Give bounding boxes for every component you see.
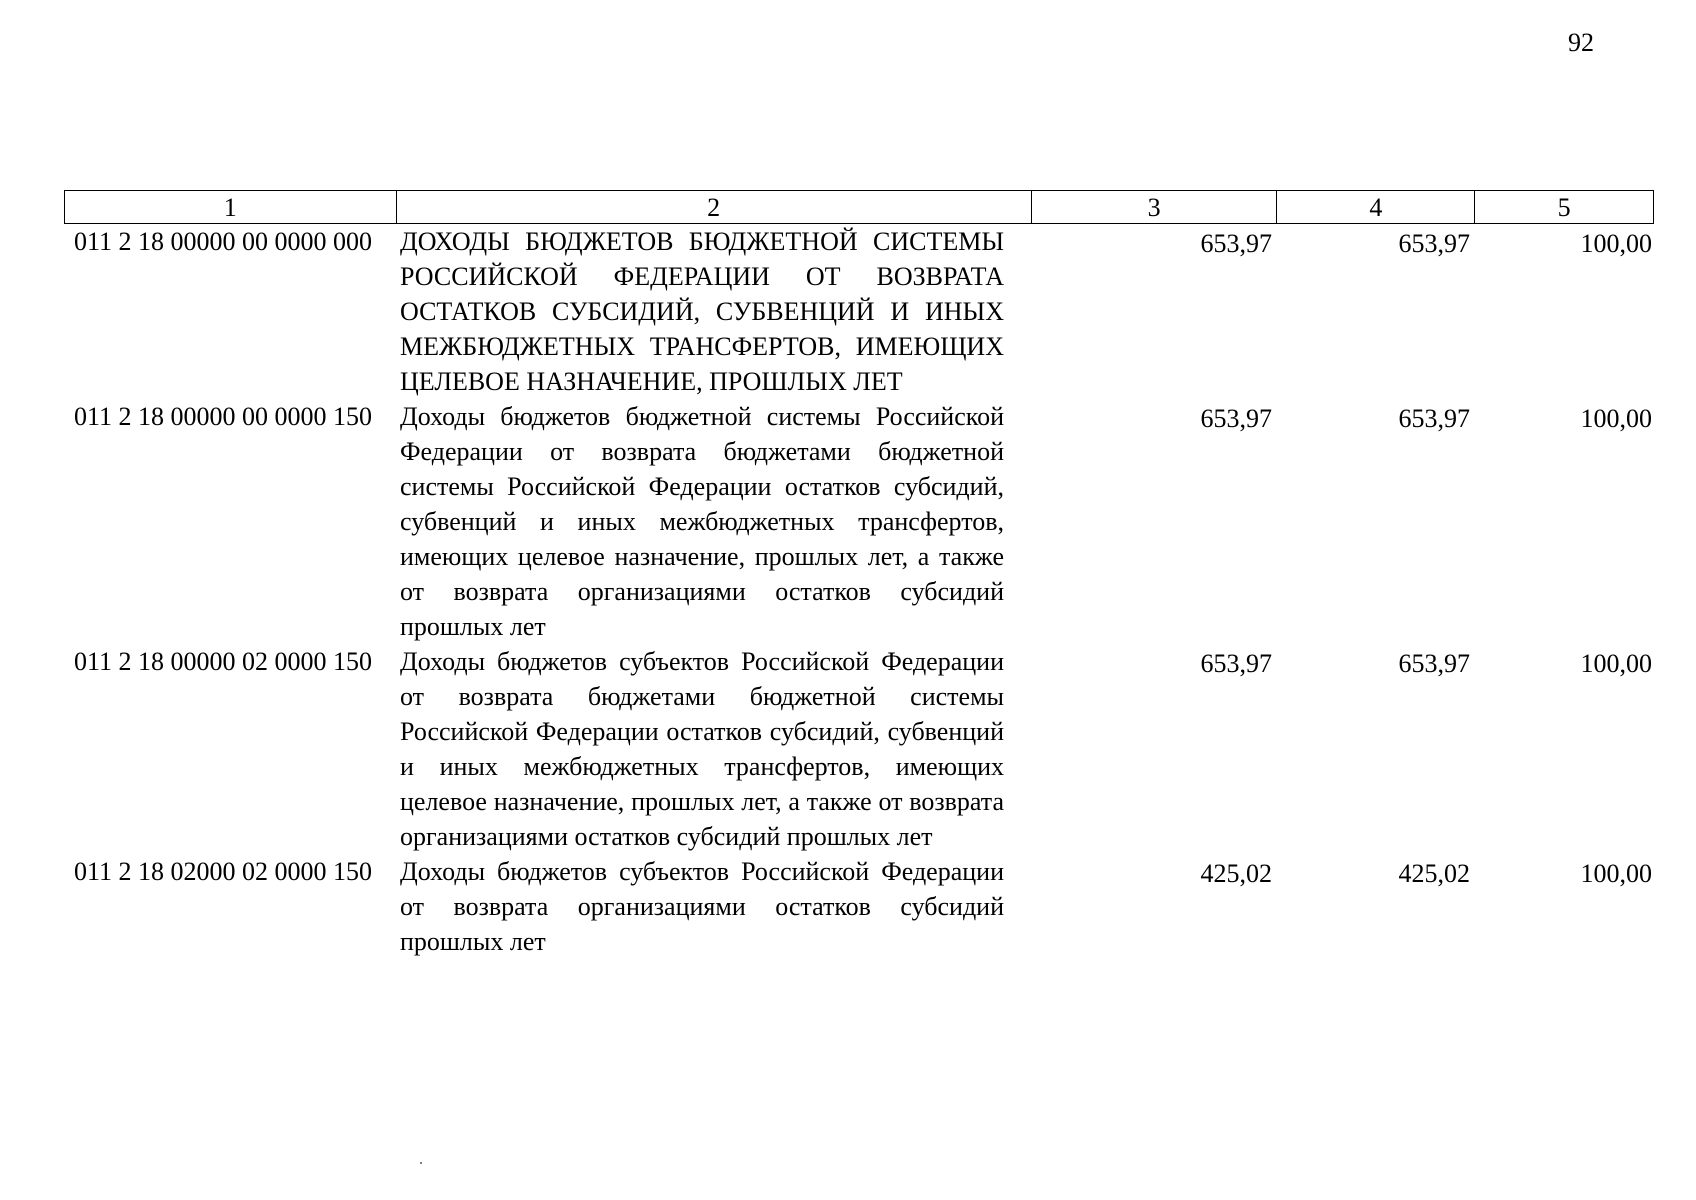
header-col-3: 3: [1032, 191, 1278, 223]
table-header-row: [64, 190, 1654, 224]
row-code: 011 2 18 00000 00 0000 150: [74, 402, 373, 431]
row-description: Доходы бюджетов субъектов Российской Федерации от возврата бюджетами бюджетной системы Российской Федерации остатков субсидий, субвенций и иных межбюджетных трансфертов, имеющих целевое назначение, прошлых лет, а также от возврата организациями остатков субсидий прошлых лет: [400, 647, 1004, 851]
table-row: [64, 399, 1654, 644]
row-col5-value: 100,00: [1580, 229, 1652, 258]
row-col3-value: 653,97: [1200, 404, 1272, 433]
table-row: [64, 644, 1654, 854]
budget-table: [64, 190, 1654, 959]
row-col4-value: 653,97: [1398, 649, 1470, 678]
row-code: 011 2 18 02000 02 0000 150: [74, 857, 373, 886]
header-col-2: 2: [397, 191, 1032, 223]
row-col4-value: 653,97: [1398, 404, 1470, 433]
table-body: [64, 224, 1654, 959]
header-col-4: 4: [1277, 191, 1475, 223]
row-col5-value: 100,00: [1580, 404, 1652, 433]
table-row: [64, 224, 1654, 399]
table-row: [64, 854, 1654, 959]
row-code: 011 2 18 00000 00 0000 000: [74, 227, 373, 256]
row-col5-value: 100,00: [1580, 859, 1652, 888]
row-code: 011 2 18 00000 02 0000 150: [74, 647, 373, 676]
row-col4-value: 653,97: [1398, 229, 1470, 258]
row-description: Доходы бюджетов субъектов Российской Федерации от возврата организациями остатков субсидий прошлых лет: [400, 857, 1004, 956]
header-col-1: 1: [65, 191, 397, 223]
row-col3-value: 653,97: [1200, 229, 1272, 258]
row-description: ДОХОДЫ БЮДЖЕТОВ БЮДЖЕТНОЙ СИСТЕМЫ РОССИЙСКОЙ ФЕДЕРАЦИИ ОТ ВОЗВРАТА ОСТАТКОВ СУБСИДИЙ, СУБВЕНЦИЙ И ИНЫХ МЕЖБЮДЖЕТНЫХ ТРАНСФЕРТОВ, ИМЕЮЩИХ ЦЕЛЕВОЕ НАЗНАЧЕНИЕ, ПРОШЛЫХ ЛЕТ: [400, 227, 1004, 396]
row-col3-value: 425,02: [1200, 859, 1272, 888]
header-col-5: 5: [1557, 193, 1571, 222]
row-col5-value: 100,00: [1580, 649, 1652, 678]
row-description: Доходы бюджетов бюджетной системы Российской Федерации от возврата бюджетами бюджетной системы Российской Федерации остатков субсидий, субвенций и иных межбюджетных трансфертов, имеющих целевое назначение, прошлых лет, а также от возврата организациями остатков субсидий прошлых лет: [400, 402, 1004, 641]
row-col4-value: 425,02: [1398, 859, 1470, 888]
page-number: 92: [1568, 28, 1594, 57]
scan-speck: [420, 1162, 422, 1164]
row-col3-value: 653,97: [1200, 649, 1272, 678]
